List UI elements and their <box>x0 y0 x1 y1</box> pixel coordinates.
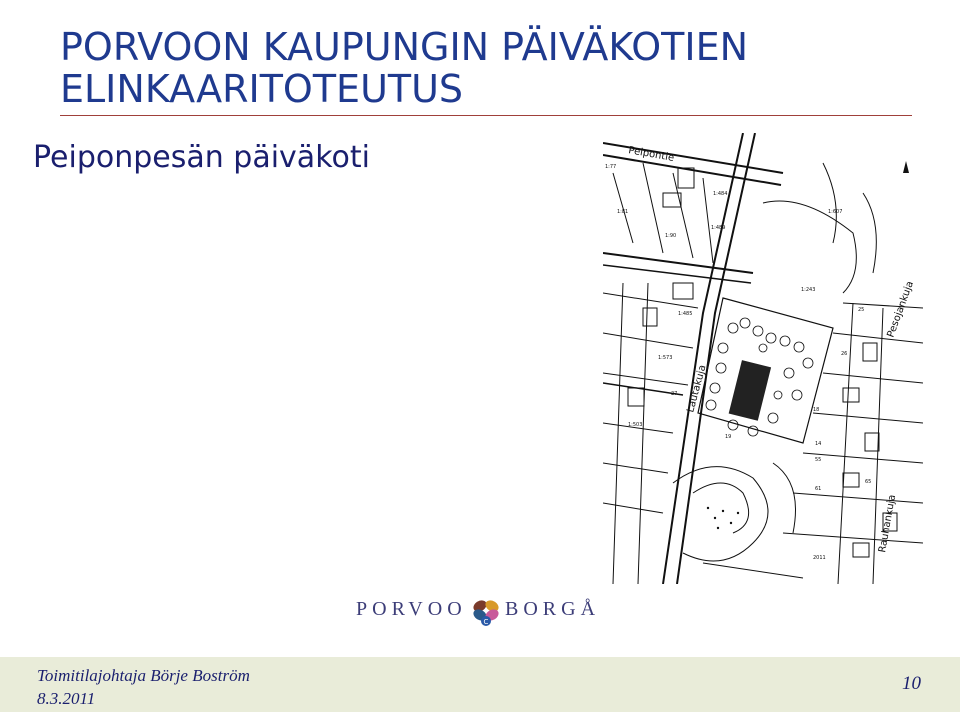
street-label-1: Pesojankuja <box>885 279 917 340</box>
street-label-2: Lautakuja <box>685 363 709 414</box>
title-divider <box>60 115 912 116</box>
slide-title <box>60 26 920 110</box>
site-plan-drawing <box>603 133 923 584</box>
lot-label-4: 1:489 <box>711 225 726 231</box>
lot-label-1: 1:484 <box>713 191 728 197</box>
lot-label-5: 1:90 <box>665 233 677 239</box>
lot-label-11: 25 <box>858 307 865 313</box>
lot-label-3: 1:607 <box>828 209 843 215</box>
emblem-letter: C <box>483 618 489 626</box>
lot-label-12: 26 <box>841 351 848 357</box>
lot-label-7: 1:485 <box>678 311 693 317</box>
slide-footer <box>0 657 960 712</box>
street-label-3: Rauhankuja <box>877 493 899 554</box>
logo-text-borga: BORGÅ <box>505 598 601 620</box>
slide-title-line1: PORVOON KAUPUNGIN PÄIVÄKOTIEN <box>60 25 749 69</box>
footer-presenter: Toimitilajohtaja Börje Boström <box>37 666 250 685</box>
slide-subtitle: Peiponpesän päiväkoti <box>33 140 370 175</box>
lot-label-10: 2011 <box>813 555 826 561</box>
page-number: 10 <box>902 673 921 694</box>
site-plan-map <box>603 133 923 584</box>
lot-label-14: 18 <box>813 407 820 413</box>
north-arrow-icon <box>903 161 909 173</box>
lot-label-6: 1:243 <box>801 287 816 293</box>
city-emblem-icon <box>468 594 504 628</box>
street-label-0: Peipontie <box>627 145 675 164</box>
lot-label-18: 61 <box>815 486 822 492</box>
lot-label-9: 1:503 <box>628 422 643 428</box>
lot-label-15: 19 <box>725 434 732 440</box>
lot-label-19: 65 <box>865 479 872 485</box>
porvoo-borga-logo <box>356 594 606 628</box>
lot-label-13: 27 <box>671 391 678 397</box>
lot-label-8: 1:573 <box>658 355 673 361</box>
lot-label-17: 55 <box>815 457 822 463</box>
footer-date: 8.3.2011 <box>37 689 96 708</box>
lot-label-2: 1:81 <box>617 209 629 215</box>
slide-title-line2: ELINKAARITOTEUTUS <box>60 67 464 111</box>
lot-label-16: 14 <box>815 441 822 447</box>
lot-label-0: 1:77 <box>605 164 617 170</box>
logo-text-porvoo: PORVOO <box>356 598 467 620</box>
